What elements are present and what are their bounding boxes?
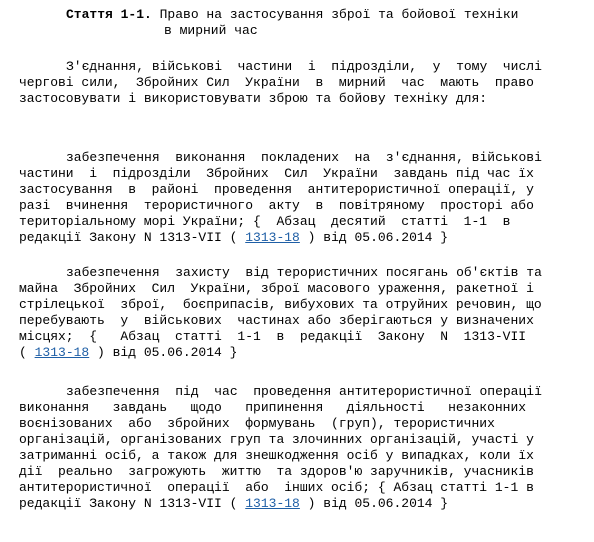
p3-amendment — [19, 496, 448, 511]
p2-amend-prefix: ( — [19, 345, 35, 360]
article-number: Стаття 1-1. — [66, 7, 152, 22]
p3-line-2: виконання завдань щодо припинення діяльності незаконних — [19, 400, 527, 415]
p2-line-5: місцях; { Абзац статті 1-1 в редакції Закону N 1313-VII — [19, 329, 527, 344]
p1-line-1: забезпечення виконання покладених на з'єднання, військові — [66, 150, 542, 165]
p3-line-1: забезпечення під час проведення антитерористичної операції — [66, 384, 542, 399]
p3-amend-suffix: ) від 05.06.2014 } — [299, 496, 449, 511]
p3-line-3: воєнізованих або збройних формувань (груп), терористичних — [19, 416, 495, 431]
article-title-line1: Право на застосування зброї та бойової техніки — [151, 7, 519, 22]
p3-line-5: затриманні осіб, а також для знешкодження осіб у випадках, коли їх — [19, 448, 534, 463]
law-link-1313-18[interactable]: 1313-18 — [245, 230, 300, 245]
p3-line-7: антитерористичної операції або інших осіб; { Абзац статті 1-1 в — [19, 480, 534, 495]
intro-line-1: З'єднання, військові частини і підрозділи, у тому числі — [66, 59, 542, 74]
p1-amend-suffix: ) від 05.06.2014 } — [299, 230, 449, 245]
p2-line-1: забезпечення захисту від терористичних посягань об'єктів та — [66, 265, 542, 280]
p1-line-4: разі вчинення терористичного акту в повітряному просторі або — [19, 198, 534, 213]
p1-line-5: територіальному морі України; { Абзац десятий статті 1-1 в — [19, 214, 511, 229]
p1-amendment — [19, 230, 448, 245]
law-link-1313-18[interactable]: 1313-18 — [245, 496, 300, 511]
p3-line-6: дії реально загрожують життю та здоров'ю заручників, учасників — [19, 464, 534, 479]
p1-line-3: застосування в районі проведення антитерористичної операції, у — [19, 182, 534, 197]
article-heading — [66, 7, 519, 22]
law-link-1313-18[interactable]: 1313-18 — [34, 345, 90, 360]
p2-line-2: майна Збройних Сил України, зброї масового ураження, ракетної і — [19, 281, 534, 296]
p1-line-2: частини і підрозділи Збройних Сил України завдань під час їх — [19, 166, 534, 181]
intro-line-2: чергові сили, Збройних Сил України в мирний час мають право — [19, 75, 534, 90]
p2-amendment — [19, 345, 237, 360]
article-title-line2: в мирний час — [164, 23, 258, 38]
intro-line-3: застосовувати і використовувати зброю та бойову техніку для: — [19, 91, 488, 106]
p2-line-4: перебувають у військових частинах або зберігаються у визначених — [19, 313, 534, 328]
p3-amend-prefix: редакції Закону N 1313-VII ( — [19, 496, 246, 511]
p2-line-3: стрілецької зброї, боєприпасів, вибухових та отруйних речовин, що — [19, 297, 542, 312]
p3-line-4: організацій, організованих груп та злочинних організацій, участі у — [19, 432, 534, 447]
p2-amend-suffix: ) від 05.06.2014 } — [89, 345, 238, 360]
p1-amend-prefix: редакції Законy N 1313-VII ( — [19, 230, 246, 245]
